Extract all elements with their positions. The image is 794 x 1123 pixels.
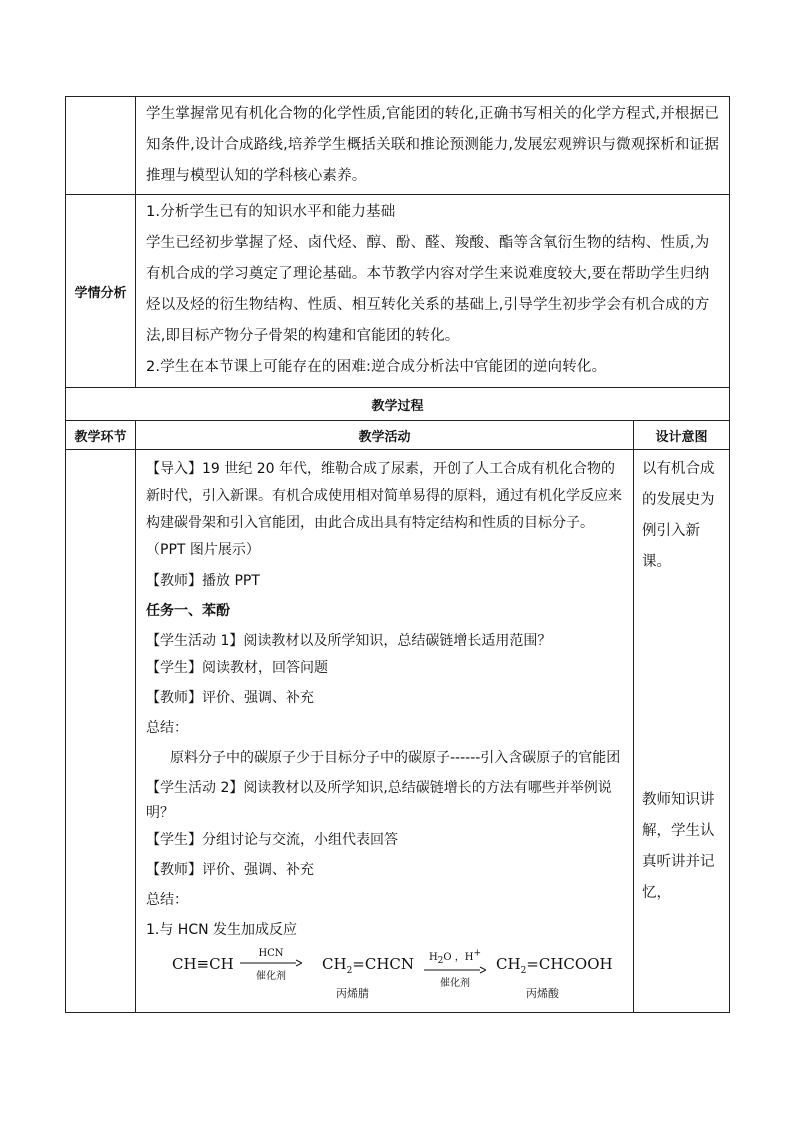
- reaction-arrow-1: [240, 948, 302, 982]
- product-acrylic-acid: $CH_2=CHCOOH$: [496, 955, 613, 976]
- intent-1: 以有机合成的发展史为例引入新课。: [642, 461, 715, 570]
- objectives-label-cell: [66, 97, 136, 195]
- arrow-2-catalyst: 催化剂: [440, 978, 470, 989]
- student-response-2: 【学生】分组讨论与交流，小组代表回答: [146, 832, 398, 848]
- student-activity-1: 【学生活动 1】阅读教材以及所学知识，总结碳链增长适用范围？: [146, 633, 552, 649]
- reaction-arrow-2: [424, 948, 486, 989]
- objectives-row: [66, 97, 730, 195]
- acrylonitrile-name: 丙烯腈: [336, 987, 369, 1000]
- summary-2-label: 总结：: [146, 892, 188, 908]
- arrow-1-catalyst: 催化剂: [256, 971, 286, 982]
- header-activity: 教学活动: [136, 421, 634, 450]
- arrow-2-shaft-icon: [424, 966, 486, 974]
- intent-cell: [634, 450, 730, 1013]
- reactant-acetylene: CH≡CH: [172, 955, 234, 973]
- intro-text: 【导入】19 世纪 20 年代，维勒合成了尿素，开创了人工合成有机化合物的新时代，引入新课。有机合成使用相对简单易得的原料，通过有机化学反应来构建碳骨架和引入官能团，由此合成出具有特定结构和性质的目标分子。（PPT 图片展示）: [146, 461, 622, 558]
- hcn-addition-item: 1.与 HCN 发生加成反应: [146, 922, 298, 938]
- analysis-line-1: 1.分析学生已有的知识水平和能力基础: [146, 204, 396, 220]
- teacher-feedback-2: 【教师】评价、强调、补充: [146, 862, 314, 878]
- activity-cell: [136, 450, 634, 1013]
- arrow-1-reagent: HCN: [258, 948, 284, 959]
- process-header-row: [66, 421, 730, 450]
- stage-cell: [66, 450, 136, 1013]
- objectives-text: 学生掌握常见有机化合物的化学性质,官能团的转化,正确书写相关的化学方程式,并根据已知条件,设计合成路线,培养学生概括关联和推论预测能力,发展宏观辨识与微观探析和证据推理与模型认知的学科核心素养。: [146, 106, 720, 184]
- intent-2: 教师知识讲解，学生认真听讲并记忆，: [642, 792, 715, 901]
- process-title-row: [66, 388, 730, 421]
- reaction-scheme: [146, 945, 625, 1007]
- arrow-1-shaft-icon: [240, 959, 302, 967]
- header-stage: 教学环节: [66, 421, 136, 450]
- analysis-label: 学情分析: [66, 195, 136, 388]
- analysis-cell: [136, 195, 730, 388]
- summary-1-label: 总结：: [146, 720, 188, 736]
- student-response-1: 【学生】阅读教材，回答问题: [146, 660, 328, 676]
- product-acrylonitrile: $CH_2=CHCN$: [322, 955, 415, 976]
- acrylic-acid-name: 丙烯酸: [526, 987, 559, 1000]
- header-intent: 设计意图: [634, 421, 730, 450]
- summary-1-text: 原料分子中的碳原子少于目标分子中的碳原子------引入含碳原子的官能团: [170, 750, 621, 766]
- lesson-plan-table: [65, 96, 730, 1013]
- task-1-title: 任务一、苯酚: [146, 603, 230, 619]
- teacher-ppt: 【教师】播放 PPT: [146, 573, 260, 589]
- analysis-row: [66, 195, 730, 388]
- process-title: 教学过程: [66, 388, 730, 421]
- objectives-cell: [136, 97, 730, 195]
- analysis-line-3: 2.学生在本节课上可能存在的困难:逆合成分析法中官能团的逆向转化。: [146, 359, 607, 375]
- arrow-2-reagents: $H_2O$ ，H+: [428, 948, 482, 966]
- student-activity-2: 【学生活动 2】阅读教材以及所学知识,总结碳链增长的方法有哪些并举例说明？: [146, 780, 612, 821]
- analysis-line-2: 学生已经初步掌握了烃、卤代烃、醇、酚、醛、羧酸、酯等含氧衍生物的结构、性质,为有机合成的学习奠定了理论基础。本节教学内容对学生来说难度较大,要在帮助学生归纳烃以及烃的衍生物结构、性质、相互转化关系的基础上,引导学生初步学会有机合成的方法,即目标产物分子骨架的构建和官能团的转化。: [146, 235, 710, 344]
- teacher-feedback-1: 【教师】评价、强调、补充: [146, 690, 314, 706]
- process-body-row: [66, 450, 730, 1013]
